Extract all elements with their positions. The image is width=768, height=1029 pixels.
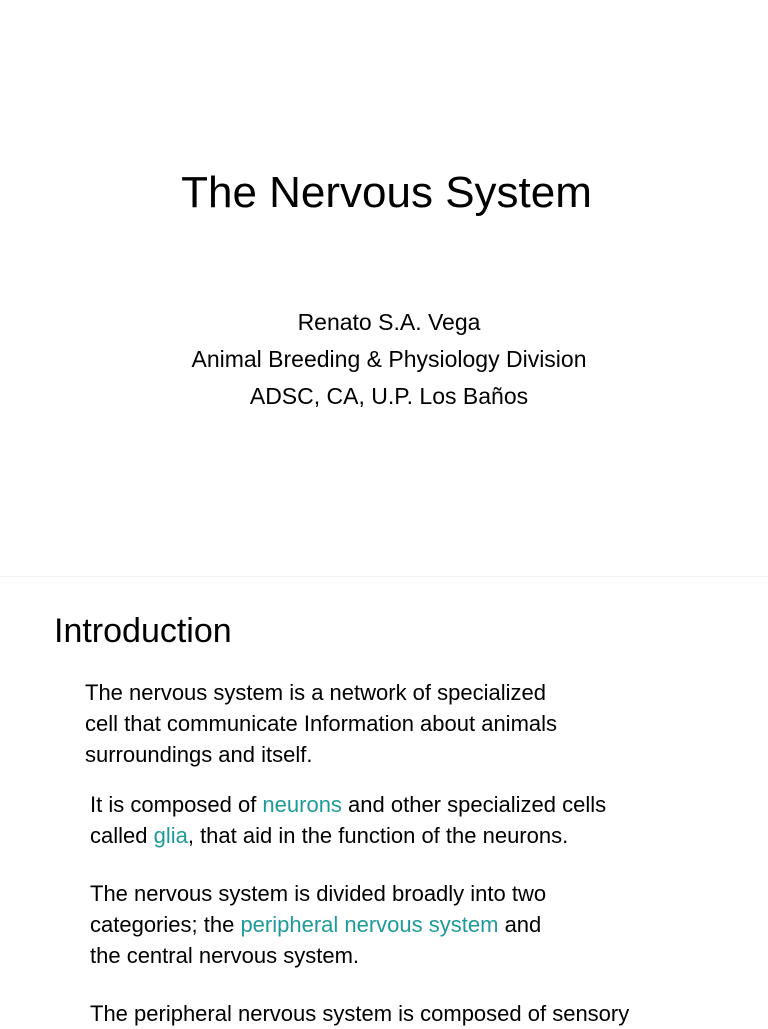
highlight-term-glia: glia — [153, 823, 188, 848]
author-name: Renato S.A. Vega — [297, 309, 481, 335]
author-division: Animal Breeding & Physiology Division — [191, 346, 587, 372]
paragraph-categories — [90, 878, 546, 971]
text-run: and — [498, 912, 542, 937]
text-run: called — [90, 823, 154, 848]
paragraph-peripheral — [90, 998, 629, 1029]
text-run: categories; the — [90, 912, 241, 937]
section-heading: Introduction — [54, 612, 232, 650]
paragraph-line: The nervous system is a network of specialized — [85, 680, 546, 705]
paragraph-definition — [85, 677, 557, 770]
slide-title: The Nervous System — [181, 168, 592, 217]
text-run: and other specialized cells — [341, 792, 607, 817]
paragraph-line: surroundings and itself. — [85, 742, 313, 767]
paragraph-line — [90, 909, 546, 940]
paragraph-composition — [90, 789, 606, 851]
paragraph-line — [90, 820, 606, 851]
paragraph-line: cell that communicate Information about animals — [85, 711, 558, 736]
author-institution: ADSC, CA, U.P. Los Baños — [249, 383, 529, 409]
paragraph-line: the central nervous system. — [90, 943, 360, 968]
paragraph-line: The peripheral nervous system is composed of sensory — [90, 1001, 630, 1026]
text-run: It is composed of — [90, 792, 263, 817]
paragraph-line — [90, 789, 606, 820]
highlight-term-neurons: neurons — [262, 792, 342, 817]
highlight-term-peripheral-nervous-system: peripheral nervous system — [240, 912, 499, 937]
introduction-slide — [0, 577, 768, 1024]
paragraph-line: The nervous system is divided broadly into two — [90, 881, 547, 906]
text-run: , that aid in the function of the neurons. — [187, 823, 569, 848]
